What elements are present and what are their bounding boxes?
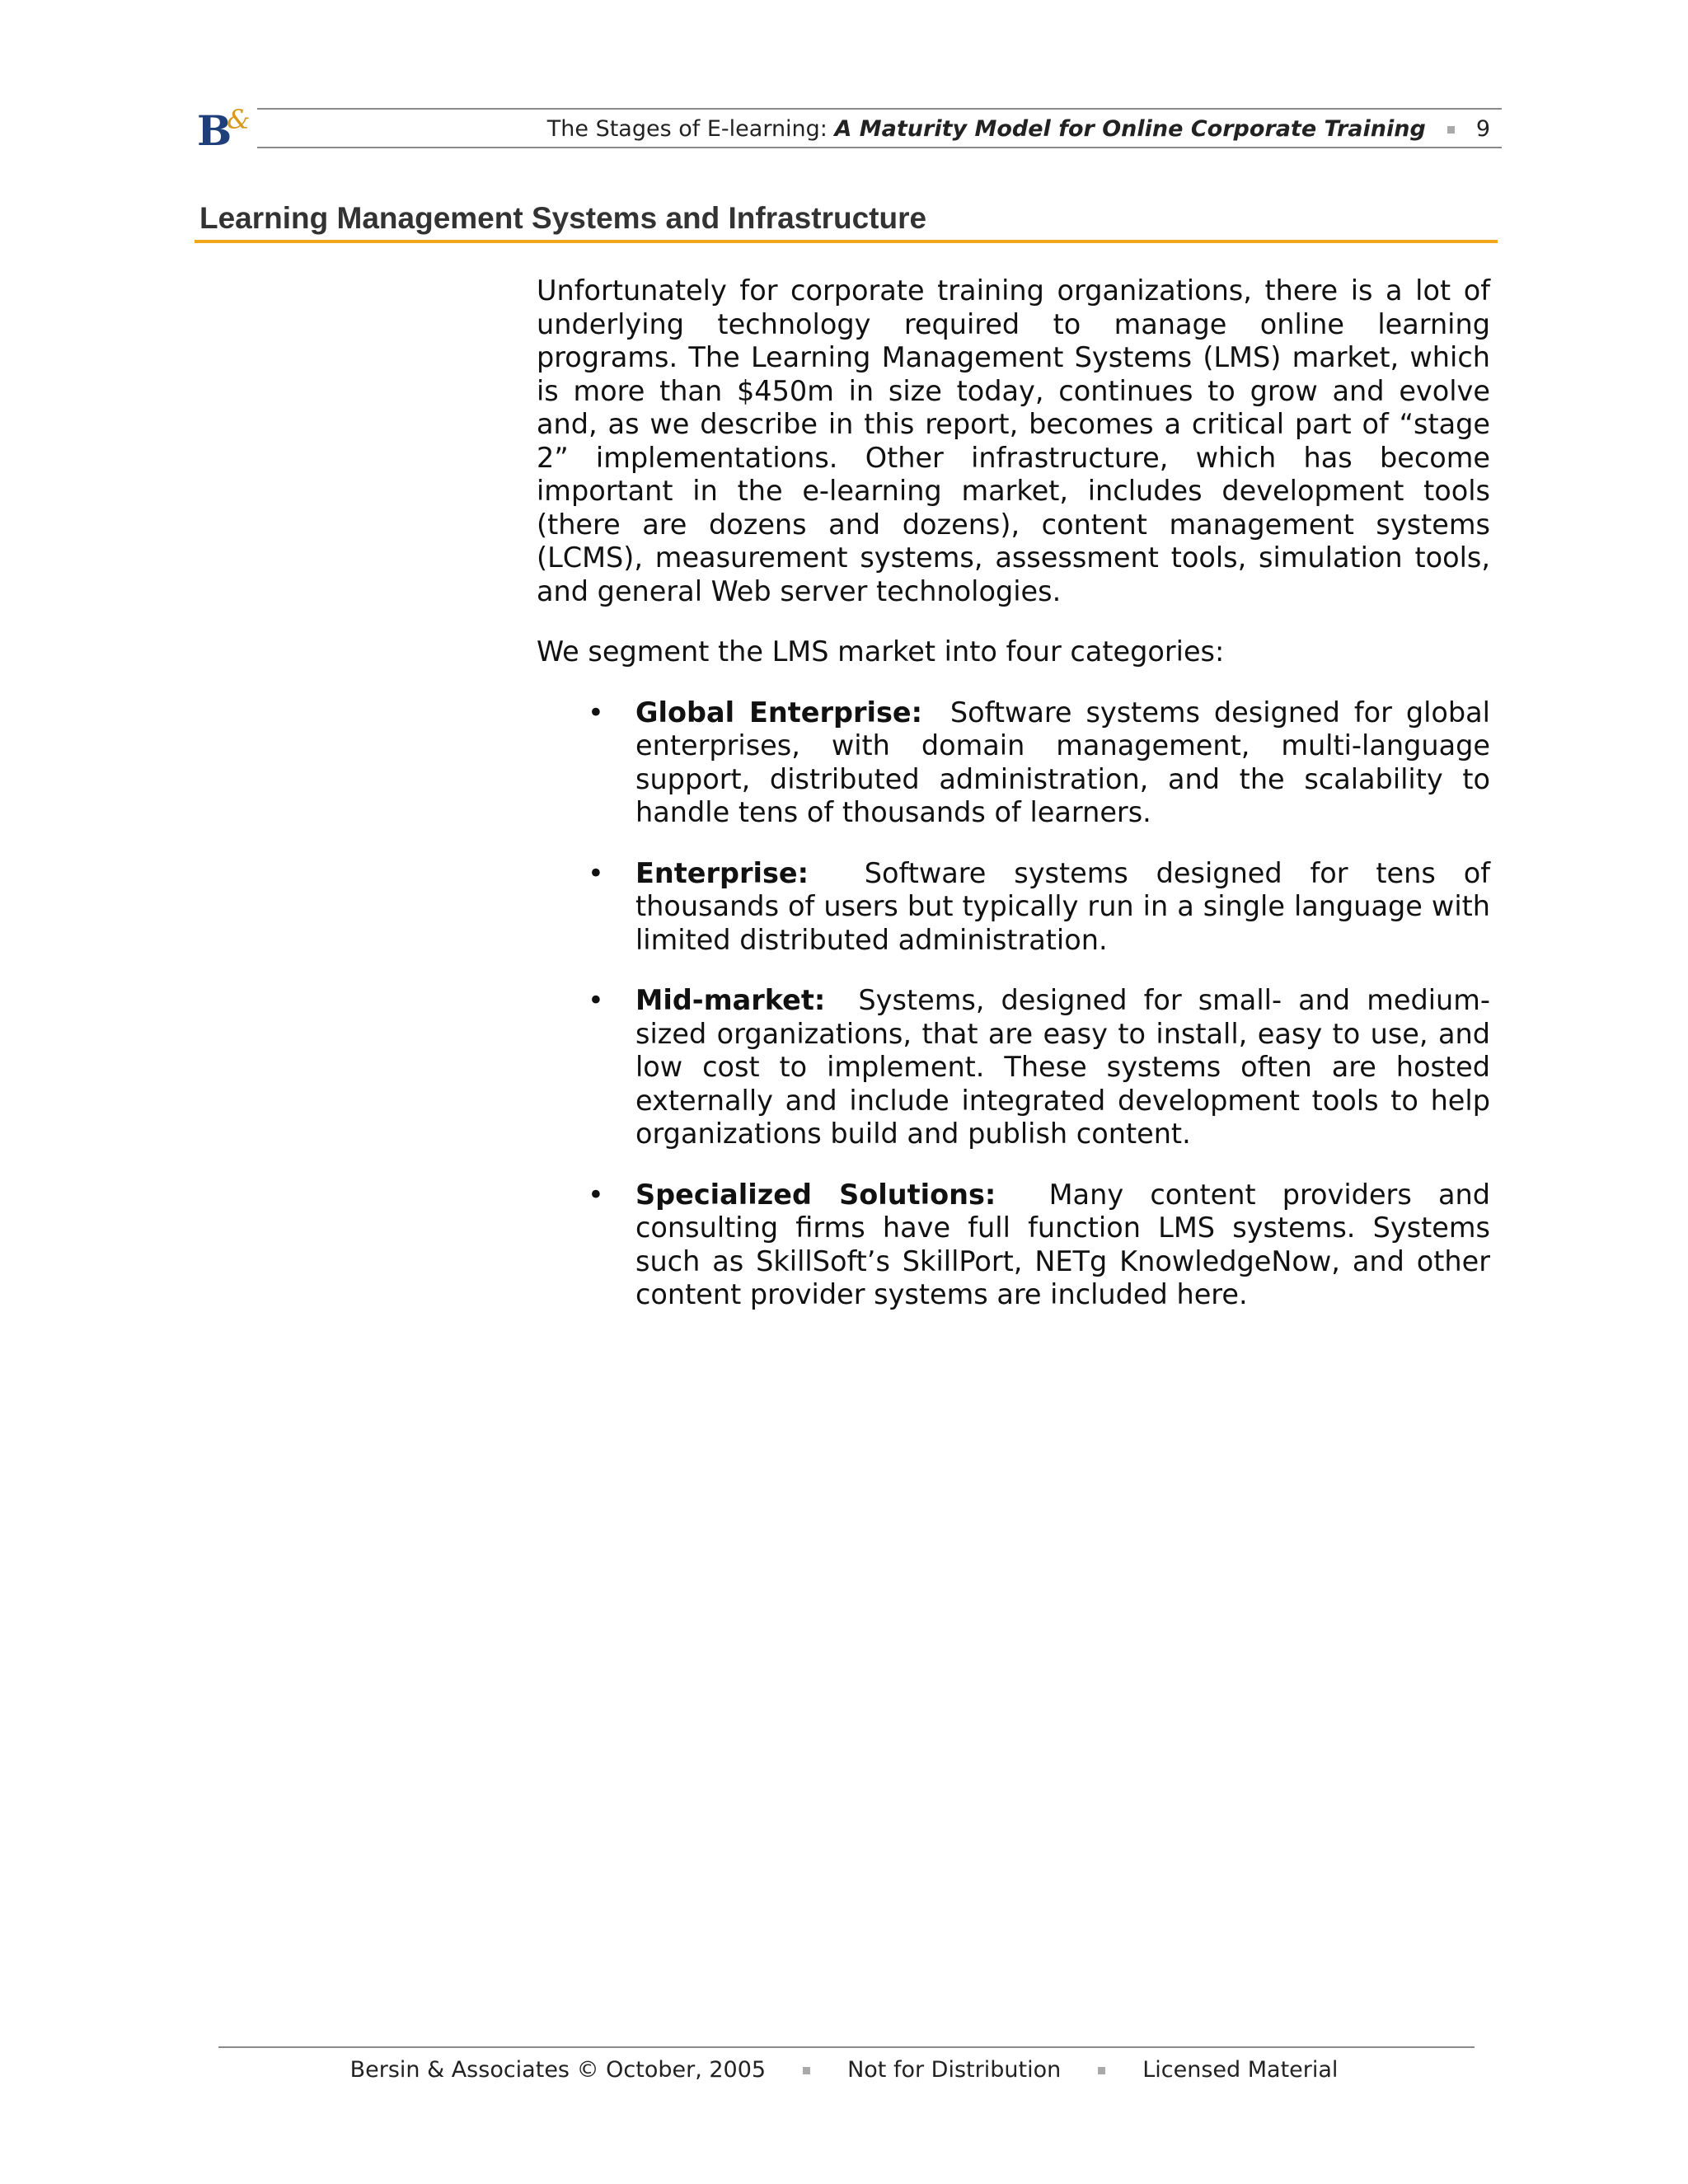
footer-separator bbox=[803, 2067, 810, 2074]
section-title-rule bbox=[195, 240, 1498, 243]
intro-paragraph: Unfortunately for corporate training organizations, there is a lot of underlying technology required to manage online learning programs. The Learning Management Systems (LMS) market, which is more than $450m in size today, continues to grow and evolve and, as we describe in this report, becomes a critical part of “stage 2” implementations. Other infrastructure, which has become important in the e-learning market, includes development tools (there are dozens and dozens), content management systems (LCMS), measurement systems, assessment tools, simulation tools, and general Web server technologies. bbox=[537, 274, 1490, 607]
segment-intro: We segment the LMS market into four categories: bbox=[537, 635, 1225, 668]
category-list bbox=[537, 696, 1490, 1312]
item-lead: Global Enterprise: bbox=[635, 696, 923, 729]
footer-license: Licensed Material bbox=[1142, 2057, 1339, 2083]
svg-text:B: B bbox=[197, 106, 232, 152]
footer-separator bbox=[1098, 2067, 1105, 2074]
item-lead: Mid-market: bbox=[635, 984, 826, 1016]
item-text: Software systems designed for tens of thousands of users but typically run in a single language with limited distributed administration. bbox=[635, 856, 1490, 956]
doc-subtitle: A Maturity Model for Online Corporate Training bbox=[834, 116, 1426, 142]
list-item bbox=[588, 856, 1490, 958]
header-separator bbox=[1447, 126, 1455, 134]
footer-distribution: Not for Distribution bbox=[847, 2057, 1062, 2083]
page-number: 9 bbox=[1475, 116, 1490, 142]
svg-text:&: & bbox=[227, 105, 251, 135]
header-rule-bottom bbox=[257, 147, 1502, 148]
running-header bbox=[547, 115, 1490, 144]
bullet-icon: • bbox=[588, 696, 604, 729]
item-lead: Specialized Solutions: bbox=[635, 1178, 996, 1211]
footer-rule bbox=[218, 2046, 1475, 2048]
page-footer bbox=[0, 2055, 1688, 2085]
list-item bbox=[588, 696, 1490, 830]
company-logo bbox=[195, 105, 261, 152]
item-lead: Enterprise: bbox=[635, 856, 809, 889]
section-title: Learning Management Systems and Infrastructure bbox=[199, 201, 927, 235]
bullet-icon: • bbox=[588, 856, 604, 889]
footer-copyright: Bersin & Associates © October, 2005 bbox=[349, 2057, 767, 2083]
list-item bbox=[588, 984, 1490, 1151]
body-column bbox=[537, 274, 1490, 1339]
item-text: Many content providers and consulting firms have full function LMS systems. Systems such as SkillSoft’s SkillPort, NETg KnowledgeNow, and other content provider systems are included here. bbox=[635, 1178, 1490, 1310]
bullet-icon: • bbox=[588, 984, 604, 1016]
doc-title: The Stages of E-learning: bbox=[546, 116, 828, 142]
bullet-icon: • bbox=[588, 1178, 604, 1211]
item-text: Systems, designed for small- and medium-sized organizations, that are easy to install, easy to use, and low cost to implement. These systems often are hosted externally and include integrated development tools to help organizations build and publish content. bbox=[635, 984, 1490, 1150]
header-rule-top bbox=[257, 108, 1502, 110]
list-item bbox=[588, 1178, 1490, 1312]
item-text: Software systems designed for global enterprises, with domain management, multi-language support, distributed administration, and the scalability to handle tens of thousands of learners. bbox=[635, 696, 1490, 828]
